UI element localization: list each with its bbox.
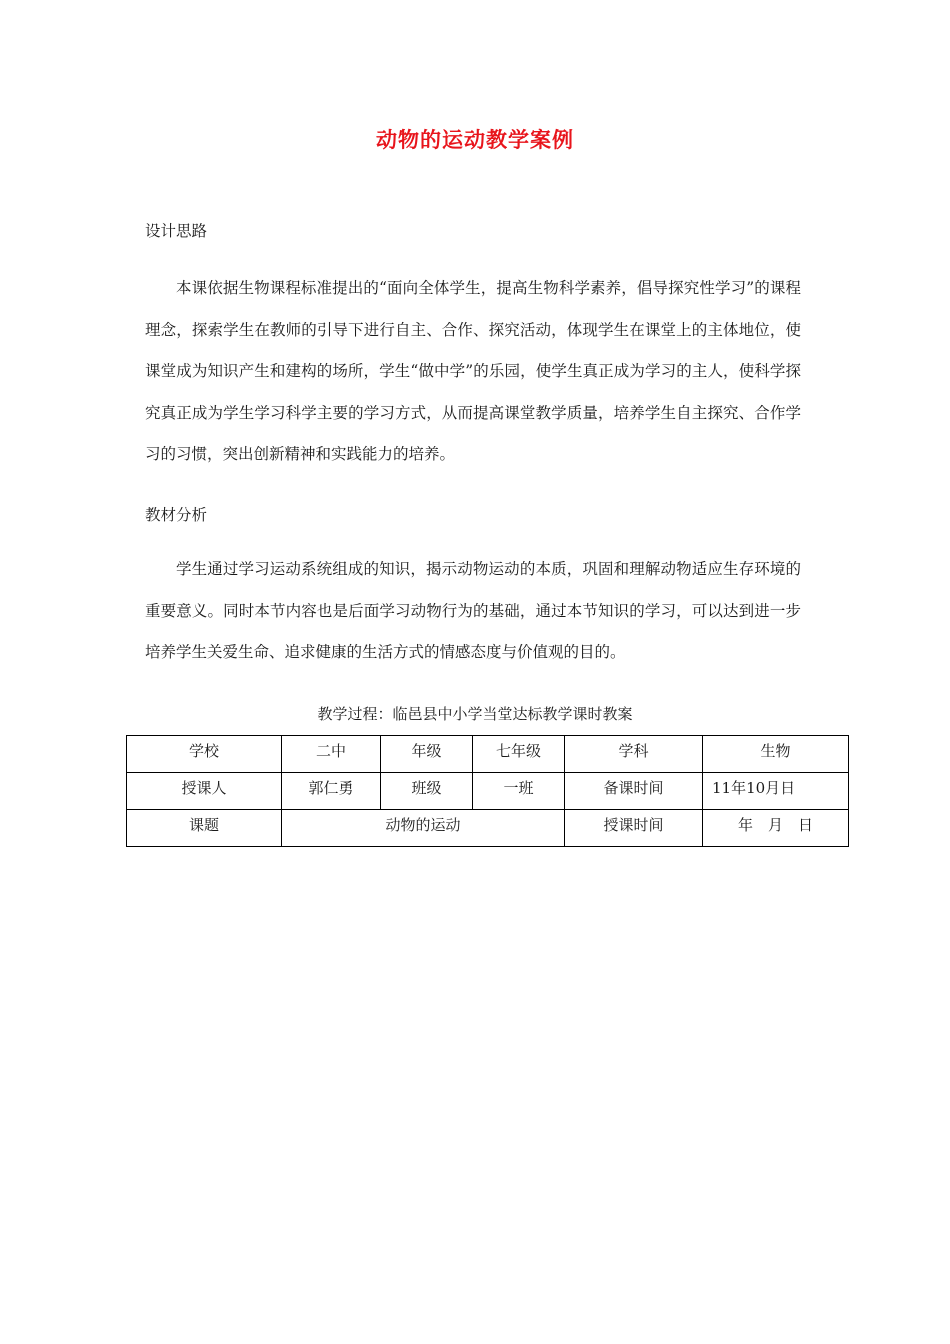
lesson-info-table — [126, 735, 849, 847]
table-cell: 郭仁勇 — [282, 773, 381, 810]
section-heading-design: 设计思路 — [145, 222, 208, 240]
table-cell: 授课人 — [127, 773, 282, 810]
table-cell: 学科 — [565, 736, 703, 773]
table-row — [127, 810, 849, 847]
table-cell: 备课时间 — [565, 773, 703, 810]
table-cell: 七年级 — [473, 736, 565, 773]
table-cell: 二中 — [282, 736, 381, 773]
section-paragraph-material: 学生通过学习运动系统组成的知识，揭示动物运动的本质，巩固和理解动物适应生存环境的重要意义。同时本节内容也是后面学习动物行为的基础，通过本节知识的学习，可以达到进一步培养学生关爱生命、追求健康的生活方式的情感态度与价值观的目的。 — [145, 560, 801, 661]
table-caption: 教学过程：临邑县中小学当堂达标教学课时教案 — [317, 705, 633, 723]
table-cell: 生物 — [703, 736, 849, 773]
table-cell: 年 月 日 — [703, 810, 849, 847]
table-cell: 课题 — [127, 810, 282, 847]
table-cell: 授课时间 — [565, 810, 703, 847]
table-row — [127, 736, 849, 773]
table-cell: 年级 — [381, 736, 473, 773]
table-cell: 班级 — [381, 773, 473, 810]
table-cell: 一班 — [473, 773, 565, 810]
section-paragraph-design: 本课依据生物课程标准提出的“面向全体学生，提高生物科学素养，倡导探究性学习”的课程理念，探索学生在教师的引导下进行自主、合作、探究活动，体现学生在课堂上的主体地位，使课堂成为知识产生和建构的场所，学生“做中学”的乐园，使学生真正成为学习的主人，使科学探究真正成为学生学习科学主要的学习方式，从而提高课堂教学质量，培养学生自主探究、合作学习的习惯，突出创新精神和实践能力的培养。 — [145, 279, 801, 463]
table-cell: 学校 — [127, 736, 282, 773]
table-row — [127, 773, 849, 810]
table-cell: 11年10月日 — [703, 773, 849, 810]
section-heading-material: 教材分析 — [145, 506, 208, 524]
document-title: 动物的运动教学案例 — [376, 128, 574, 152]
table-cell: 动物的运动 — [282, 810, 565, 847]
